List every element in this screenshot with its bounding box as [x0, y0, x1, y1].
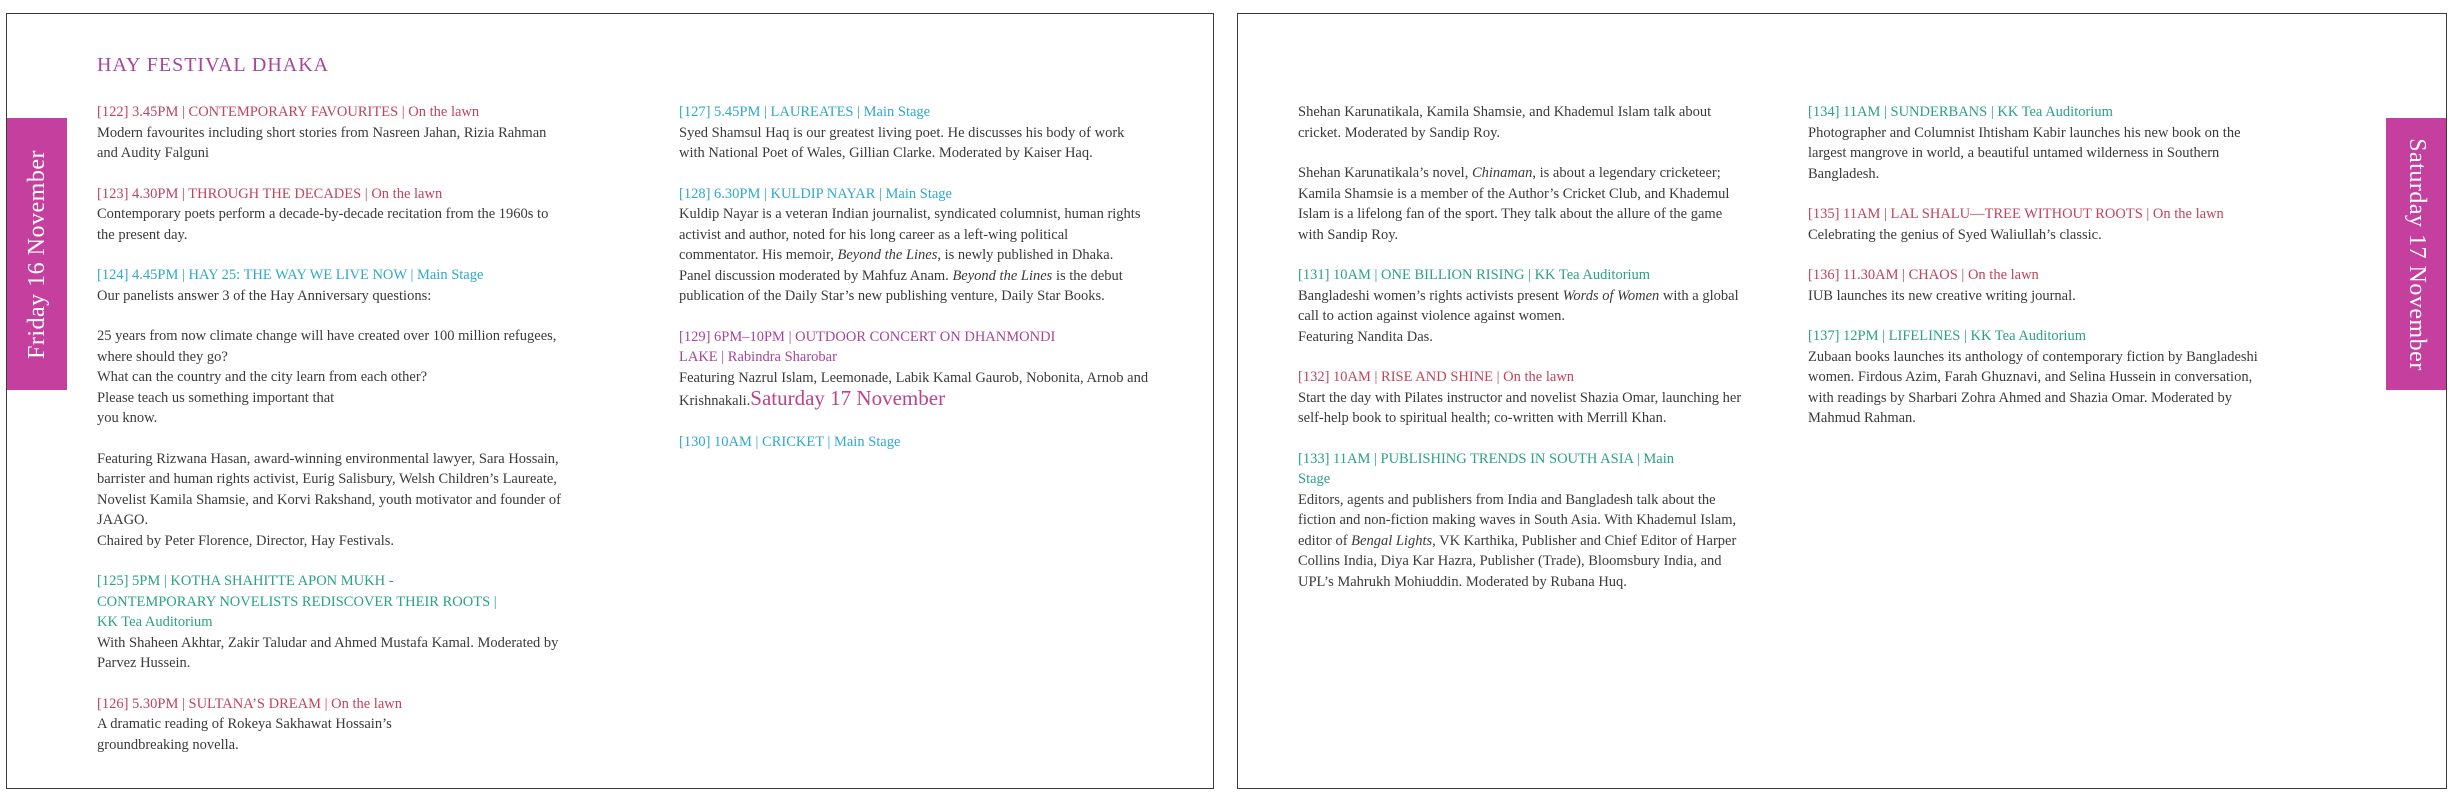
event-heading: [135] 11AM | LAL SHALU—TREE WITHOUT ROOTS | On the lawn — [1808, 206, 2224, 222]
event-description — [1298, 286, 1748, 327]
left-column-1 — [97, 102, 567, 775]
event-heading: [124] 4.45PM | HAY 25: THE WAY WE LIVE NOW | Main Stage — [97, 267, 484, 283]
text-run: , VK Karthika, Publisher and Chief Editor of Harper Collins India, Diya Kar Hazra, Publisher (Trade), Bloomsbury India, and UPL’s Mahrukh Mohiuddin. Moderated by Rubana Huq. — [1298, 532, 1737, 590]
book-title: Beyond the Lines — [837, 247, 938, 263]
event-126 — [97, 694, 567, 756]
right-column-2 — [1808, 102, 2268, 449]
event-description: IUB launches its new creative writing journal. — [1808, 287, 2076, 304]
event-description: Our panelists answer 3 of the Hay Anniversary questions: — [97, 287, 432, 304]
event-description: With Shaheen Akhtar, Zakir Taludar and Ahmed Mustafa Kamal. Moderated by Parvez Hussein. — [97, 634, 559, 671]
day-tab-label: Saturday 17 November — [2403, 137, 2430, 371]
left-column-2 — [679, 102, 1149, 472]
text-run: , is about a legendary cricketeer; Kamila Shamsie is a member of the Author’s Cricket Club, and Khademul Islam is a lifelong fan of the sport. They talk about the allure of the game with Sandip Roy. — [1298, 165, 1730, 243]
event-124 — [97, 265, 567, 551]
event-description: you know. — [97, 410, 158, 426]
event-heading: [127] 5.45PM | LAUREATES | Main Stage — [679, 104, 931, 120]
event-heading: [130] 10AM | CRICKET | Main Stage — [679, 433, 901, 450]
event-137 — [1808, 326, 2268, 429]
text-run: Featuring Nazrul Islam, Leemonade, Labik Kamal Gaurob, Nobonita, Arnob and Krishnakali. — [679, 369, 1149, 409]
event-123 — [97, 184, 567, 246]
left-page — [6, 13, 1214, 789]
event-description: What can the country and the city learn from each other? — [97, 369, 428, 385]
event-135 — [1808, 204, 2268, 245]
event-description — [1298, 163, 1748, 245]
event-129 — [679, 327, 1149, 412]
event-description — [679, 368, 1149, 412]
event-128 — [679, 184, 1149, 307]
event-description: Modern favourites including short stories from Nasreen Jahan, Rizia Rahman and Audity Falguni — [97, 124, 547, 161]
event-127 — [679, 102, 1149, 164]
event-heading: [136] 11.30AM | CHAOS | On the lawn — [1808, 267, 2039, 283]
event-heading: [123] 4.30PM | THROUGH THE DECADES | On the lawn — [97, 185, 443, 202]
event-description: Shehan Karunatikala, Kamila Shamsie, and Khademul Islam talk about cricket. Moderated by Sandip Roy. — [1298, 104, 1712, 141]
text-run: with a global call to action against violence against women. — [1298, 287, 1739, 324]
event-description: Zubaan books launches its anthology of contemporary fiction by Bangladeshi women. Firdous Azim, Farah Ghuznavi, and Selina Hussein in conversation, with readings by Sharbari Zohra Ahmed and Shazia Omar. Moderated by Mahmud Rahman. — [1808, 348, 2258, 426]
event-heading: [126] 5.30PM | SULTANA’S DREAM | On the lawn — [97, 695, 402, 712]
text-run: Kuldip Nayar is a veteran Indian journalist, syndicated columnist, human rights activist and author, noted for his long career as a left-wing political commentator. His memoir, — [679, 206, 1141, 263]
text-run: Bangladeshi women’s rights activists present — [1298, 287, 1563, 304]
book-title: Chinaman — [1471, 165, 1533, 181]
event-heading: [129] 6PM–10PM | OUTDOOR CONCERT ON DHANMONDI LAKE | Rabindra Sharobar — [679, 328, 1056, 365]
event-132 — [1298, 367, 1748, 429]
event-description: Featuring Rizwana Hasan, award-winning environmental lawyer, Sara Hossain, barrister and human rights activist, Eurig Salisbury, Welsh Children’s Laureate, Novelist Kamila Shamsie, and Korvi Rakshand, youth motivator and founder of JAAGO. — [97, 450, 561, 528]
event-description: Photographer and Columnist Ihtisham Kabir launches his new book on the largest mangrove in world, a beautiful untamed wilderness in Southern Bangladesh. — [1808, 124, 2241, 182]
event-description — [679, 204, 1149, 307]
right-page — [1237, 13, 2447, 789]
event-description: Contemporary poets perform a decade-by-decade recitation from the 1960s to the present day. — [97, 206, 549, 243]
text-run: Editors, agents and publishers from India and Bangladesh talk about the fiction and non-fiction making waves in South Asia. With Khademul Islam, editor of — [1298, 491, 1737, 549]
event-122 — [97, 102, 567, 164]
event-description: Please teach us something important that — [97, 389, 335, 406]
day-tab-friday — [7, 118, 67, 390]
event-heading: [122] 3.45PM | CONTEMPORARY FAVOURITES | On the lawn — [97, 104, 480, 120]
day-tab-saturday — [2386, 118, 2446, 390]
event-heading: [137] 12PM | LIFELINES | KK Tea Auditorium — [1808, 328, 2086, 344]
event-description: Featuring Nandita Das. — [1298, 328, 1433, 345]
day-tab-label: Friday 16 November — [23, 149, 50, 359]
event-heading: [125] 5PM | KOTHA SHAHITTE APON MUKH - CONTEMPORARY NOVELISTS REDISCOVER THEIR ROOTS | KK Tea Auditorium — [97, 573, 497, 630]
event-description: Celebrating the genius of Syed Waliullah’s classic. — [1808, 226, 2102, 243]
event-130-continued — [1298, 102, 1748, 245]
right-column-1 — [1298, 102, 1748, 612]
event-heading: [131] 10AM | ONE BILLION RISING | KK Tea Auditorium — [1298, 267, 1651, 283]
festival-title: HAY FESTIVAL DHAKA — [97, 54, 330, 76]
book-title: Beyond the Lines — [952, 267, 1053, 284]
text-run: , is newly published in Dhaka. Panel discussion moderated by Mahfuz Anam. — [679, 247, 1114, 284]
event-133 — [1298, 449, 1748, 593]
event-description: Chaired by Peter Florence, Director, Hay Festivals. — [97, 532, 394, 549]
event-heading: [133] 11AM | PUBLISHING TRENDS IN SOUTH ASIA | Main Stage — [1298, 450, 1674, 487]
event-description: A dramatic reading of Rokeya Sakhawat Hossain’s groundbreaking novella. — [97, 716, 392, 753]
event-125 — [97, 571, 567, 674]
event-description: Syed Shamsul Haq is our greatest living poet. He discusses his body of work with National Poet of Wales, Gillian Clarke. Moderated by Kaiser Haq. — [679, 124, 1125, 161]
event-description — [1298, 490, 1748, 593]
event-heading: [134] 11AM | SUNDERBANS | KK Tea Auditorium — [1808, 104, 2113, 120]
event-description: 25 years from now climate change will have created over 100 million refugees, where should they go? — [97, 328, 557, 365]
book-title: Bengal Lights — [1351, 532, 1433, 549]
event-description: Start the day with Pilates instructor and novelist Shazia Omar, launching her self-help book to spiritual health; co-written with Merrill Khan. — [1298, 389, 1742, 426]
day-heading-inline: Saturday 17 November — [750, 386, 946, 410]
text-run: Shehan Karunatikala’s novel, — [1298, 165, 1472, 181]
event-136 — [1808, 265, 2268, 306]
text-run: is the debut publication of the Daily Star’s new publishing venture, Daily Star Books. — [679, 267, 1123, 304]
event-134 — [1808, 102, 2268, 184]
event-130 — [679, 432, 1149, 453]
book-title: Words of Women — [1562, 287, 1660, 304]
event-131 — [1298, 265, 1748, 347]
event-heading: [128] 6.30PM | KULDIP NAYAR | Main Stage — [679, 185, 952, 202]
event-heading: [132] 10AM | RISE AND SHINE | On the lawn — [1298, 369, 1575, 385]
